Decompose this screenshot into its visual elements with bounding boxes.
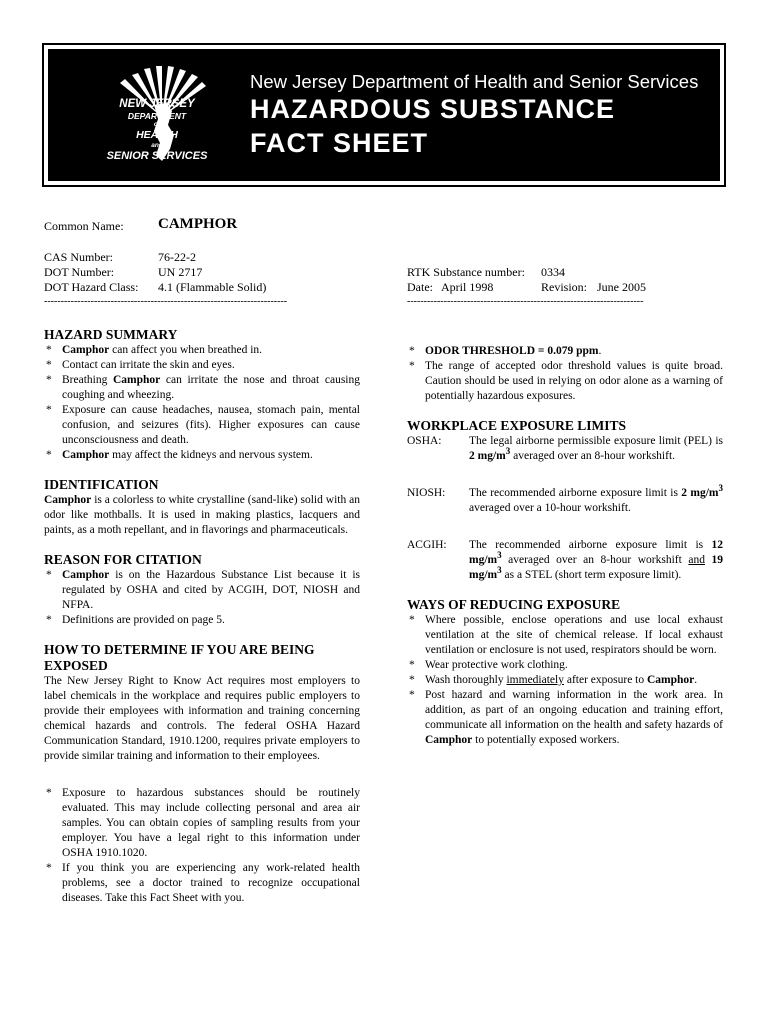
hazard-item-2: * Contact can irritate the skin and eyes.: [44, 358, 360, 373]
logo-line-2: DEPARTMENT: [127, 111, 187, 121]
reduce-item-4: * Post hazard and warning information in the work area. In addition, as part of an ongoing education and training effort, communicate all information on the health and safety hazards of Camphor to potentially exposed workers.: [407, 688, 723, 748]
hazard-summary-heading: HAZARD SUMMARY: [44, 327, 178, 342]
revision-value: June 2005: [597, 280, 646, 294]
niosh-label: NIOSH:: [407, 487, 446, 499]
hazard-item-4: * Exposure can cause headaches, nausea, stomach pain, mental confusion, and seizures (fits). Higher exposures can cause unconsciousness and death.: [44, 403, 360, 448]
divider-left: -------------------------------------------------------------------------: [44, 296, 288, 307]
date-label: Date:: [407, 280, 433, 294]
exposure-limits-heading: WORKPLACE EXPOSURE LIMITS: [407, 418, 627, 433]
acgih-text: The recommended airborne exposure limit is 12 $mg/m^3$ averaged over an 8-hour workshift and 19 $mg/m^3$ as a STEL (short term exposure limit).: [469, 539, 724, 581]
header-banner: [42, 43, 726, 187]
left-column: [44, 327, 360, 906]
hazard-item-5: * Camphor may affect the kidneys and nervous system.: [44, 448, 360, 463]
cas-label: CAS Number:: [44, 250, 113, 264]
department-name: New Jersey Department of Health and Senior Services: [250, 71, 699, 92]
odor-range: * The range of accepted odor threshold values is quite broad. Caution should be used in relying on odor alone as a warning of potentially hazardous exposures.: [407, 359, 723, 404]
osha-text: The legal airborne permissible exposure limit (PEL) is 2 $mg/m^3$ averaged over an 8-hour workshift.: [469, 435, 723, 462]
niosh-limit: [407, 483, 723, 516]
reason-heading: REASON FOR CITATION: [44, 552, 202, 567]
right-column: [407, 344, 723, 748]
hazard-item-3: * Breathing Camphor can irritate the nose and throat causing coughing and wheezing.: [44, 373, 360, 403]
logo-line-5: and: [151, 142, 163, 149]
revision-label: Revision:: [541, 280, 588, 294]
osha-limit: [407, 434, 723, 464]
reducing-exposure-heading: WAYS OF REDUCING EXPOSURE: [407, 597, 621, 612]
dot-label: DOT Number:: [44, 265, 115, 279]
logo-line-3: of: [153, 121, 161, 128]
exposure-item-1: * Exposure to hazardous substances should be routinely evaluated. This may include collecting personal and area air samples. You can obtain copies of sampling results from your employer. You have a legal right to this information under OSHA 1910.1020.: [44, 786, 360, 861]
identification-text: Camphor is a colorless to white crystalline (sand-like) solid with an odor like mothballs. It is used in making plastics, lacquers and paints, as a moth repellant, and in flavorings and pharmaceuticals.: [44, 494, 360, 536]
reason-item-1: * Camphor is on the Hazardous Substance List because it is regulated by OSHA and cited by ACGIH, DOT, NIOSH and NFPA.: [44, 568, 360, 613]
osha-label: OSHA:: [407, 435, 442, 447]
date-value: April 1998: [441, 280, 494, 294]
identification-heading: IDENTIFICATION: [44, 477, 159, 492]
dot-class-label: DOT Hazard Class:: [44, 280, 139, 294]
acgih-label: ACGIH:: [407, 539, 447, 551]
dot-class-value: 4.1 (Flammable Solid): [158, 280, 267, 294]
how-exposed-heading: HOW TO DETERMINE IF YOU ARE BEING EXPOSED: [44, 642, 315, 673]
common-name-label: Common Name:: [44, 219, 124, 233]
reduce-item-3: * Wash thoroughly immediately after exposure to Camphor.: [407, 673, 723, 688]
common-name-value: CAMPHOR: [158, 216, 238, 232]
cas-value: 76-22-2: [158, 250, 196, 264]
reduce-item-1: * Where possible, enclose operations and use local exhaust ventilation at the site of chemical release. If local exhaust ventilation or enclosure is not used, respirators should be worn.: [407, 613, 723, 658]
exposure-item-2: * If you think you are experiencing any work-related health problems, see a doctor trained to recognize occupational diseases. Take this Fact Sheet with you.: [44, 861, 360, 906]
logo-line-4: HEALTH: [136, 129, 178, 141]
rtk-value: 0334: [541, 265, 565, 279]
logo-line-6: SENIOR SERVICES: [106, 150, 208, 162]
hazard-item-1: * Camphor can affect you when breathed in.: [44, 343, 360, 358]
header-inner: [48, 49, 720, 181]
rtk-label: RTK Substance number:: [407, 265, 525, 279]
title-line-2: FACT SHEET: [250, 128, 429, 158]
logo-line-1: NEW JERSEY: [119, 98, 195, 110]
niosh-text: The recommended airborne exposure limit is 2 $mg/m^3$ averaged over a 10-hour workshift.: [469, 483, 723, 514]
title-line-1: HAZARDOUS SUBSTANCE: [250, 94, 616, 124]
how-exposed-text: The New Jersey Right to Know Act requires most employers to label chemicals in the workplace and requires public employers to provide their employees with information and training concerning chemical hazards and controls. The federal OSHA Hazard Communication Standard, 1910.1200, requires private employers to provide similar training and information to their employees.: [44, 675, 360, 762]
odor-threshold: * ODOR THRESHOLD = 0.079 ppm.: [407, 344, 723, 359]
reason-item-2: * Definitions are provided on page 5.: [44, 613, 360, 628]
reduce-item-2: * Wear protective work clothing.: [407, 658, 723, 673]
acgih-limit: [407, 538, 723, 583]
dot-value: UN 2717: [158, 265, 203, 279]
divider-right: -----------------------------------------------------------------------: [407, 296, 644, 307]
